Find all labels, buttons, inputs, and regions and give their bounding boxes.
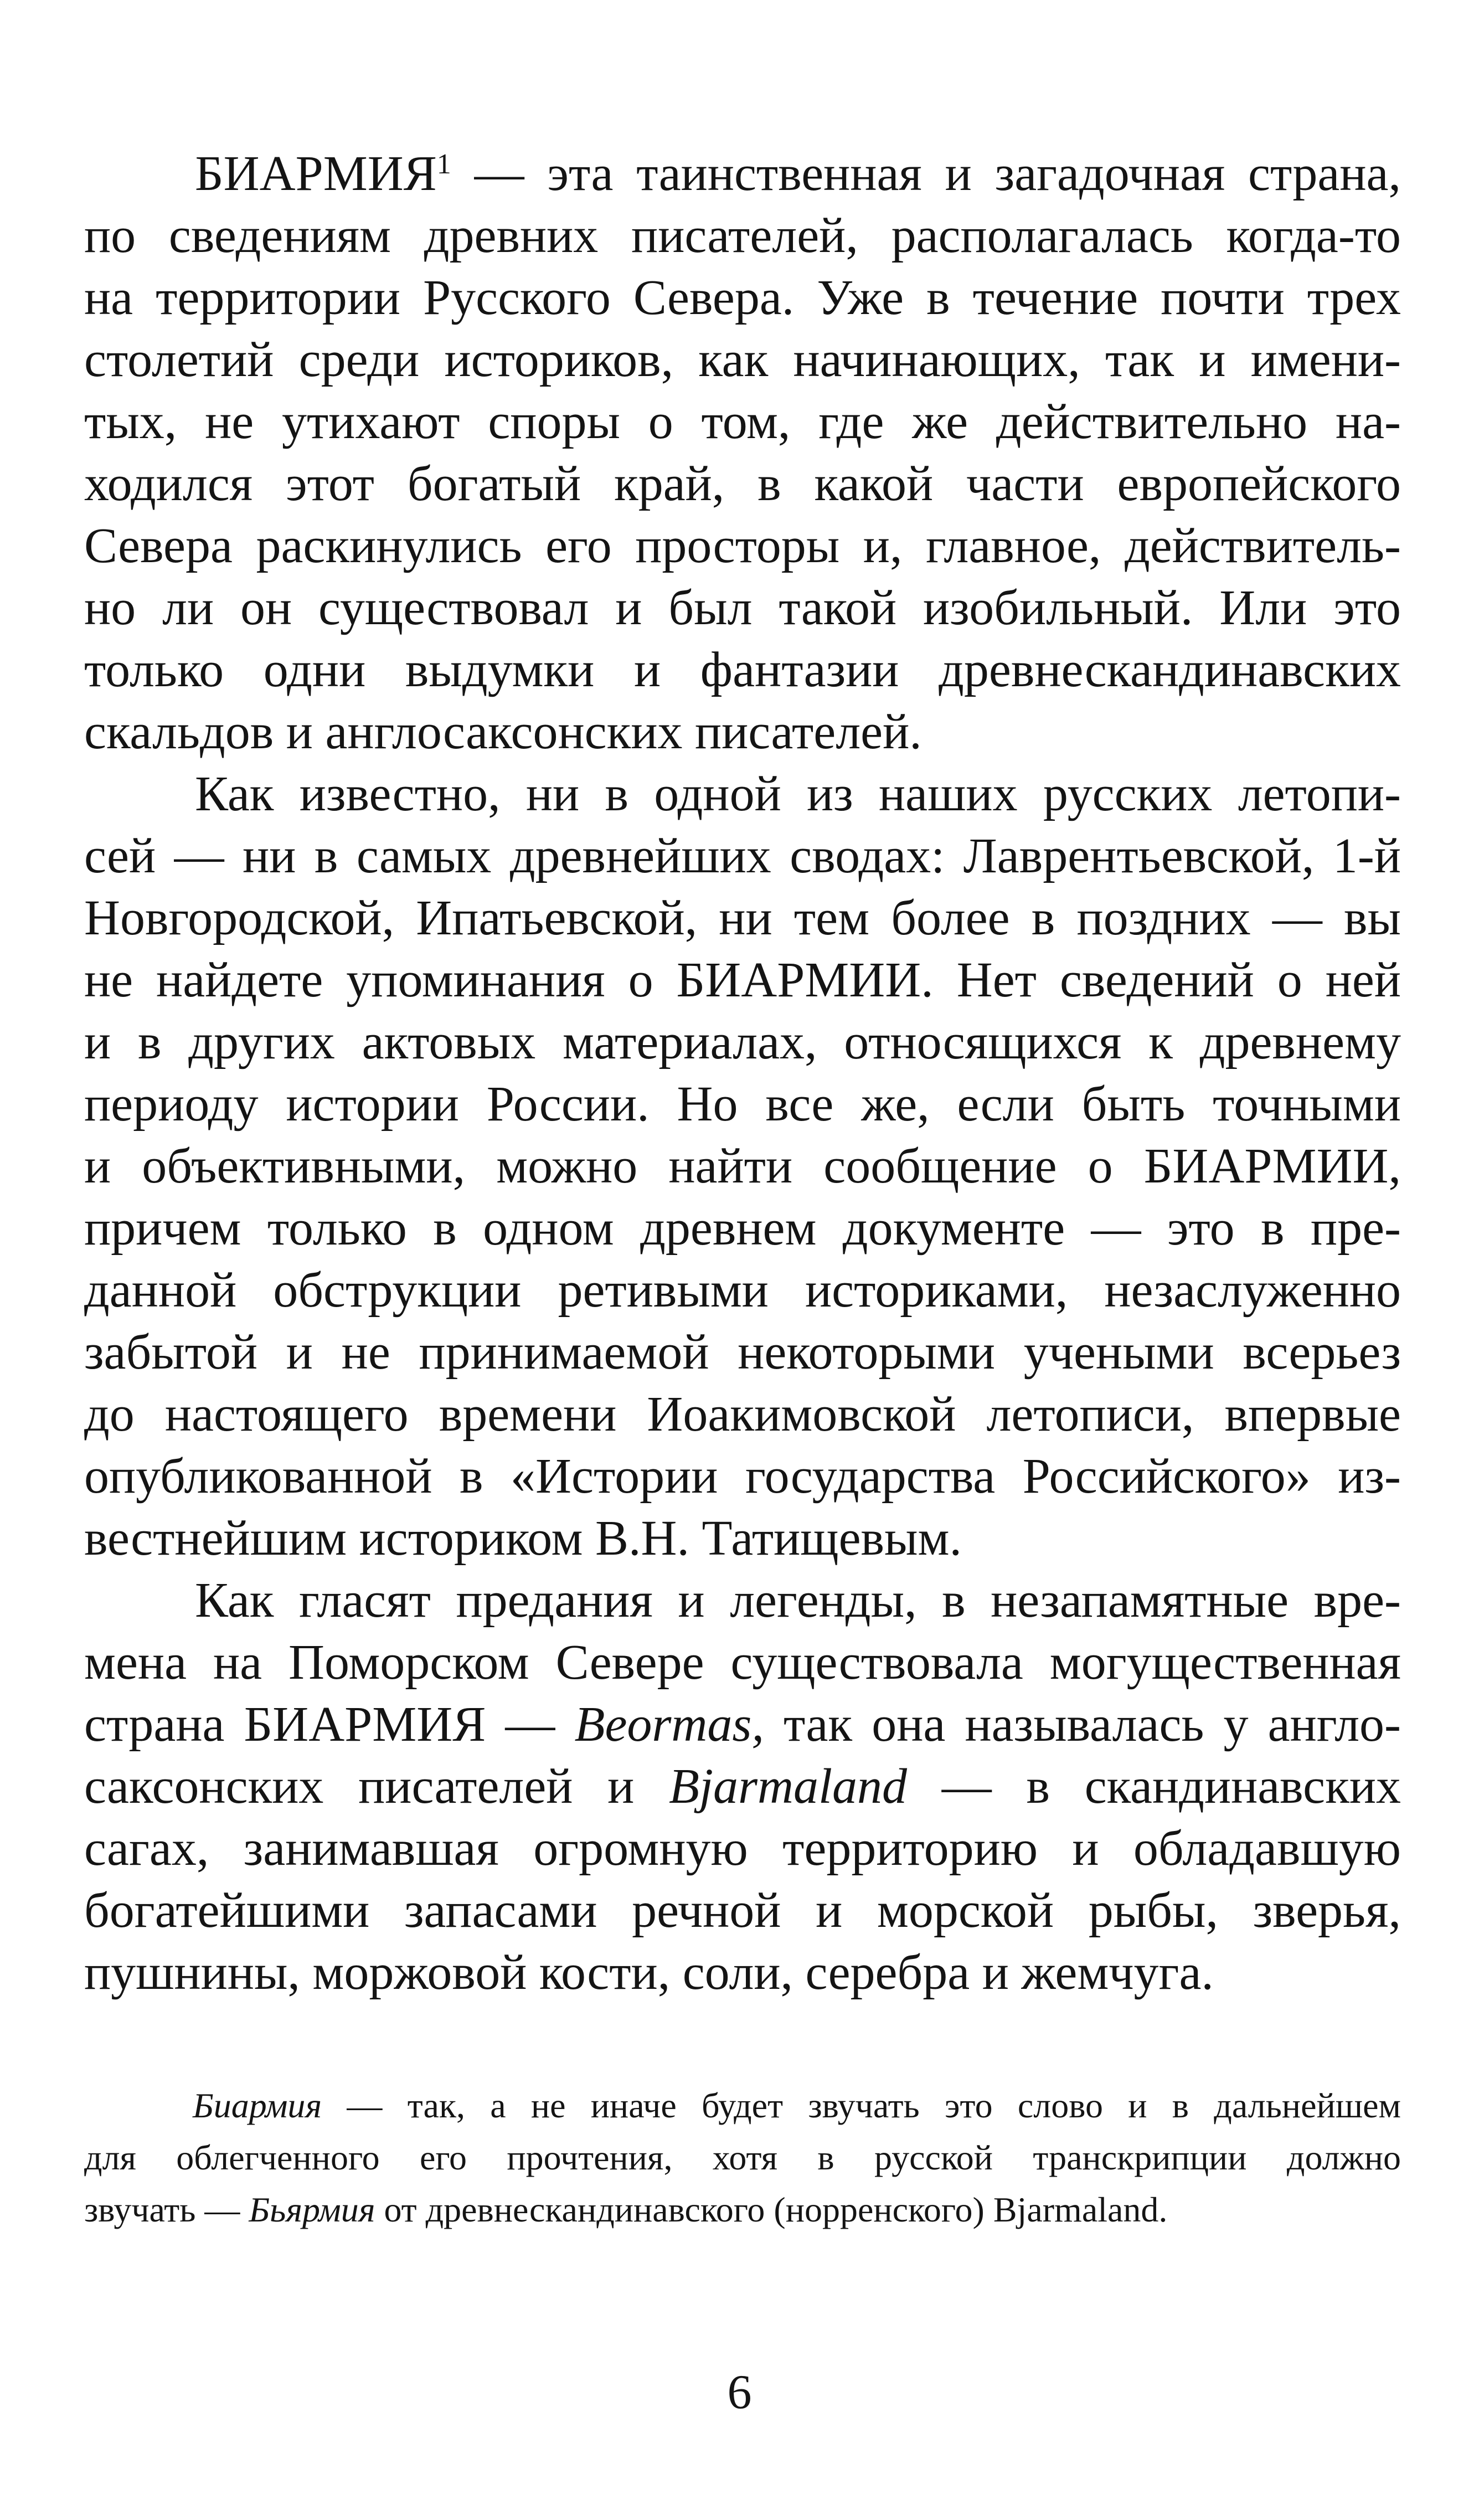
text-line: и в других актовых материалах, относящихся к древнему — [84, 1015, 1401, 1069]
paragraph — [84, 1570, 1401, 2004]
page-number: 6 — [727, 2365, 752, 2419]
text-line: но ли он существовал и был такой изобильный. Или это — [84, 580, 1401, 635]
italic-term: Биармия — [193, 2086, 322, 2125]
text-line: Как известно, ни в одной из наших русских летопи- — [195, 767, 1401, 821]
text-line: сагах, занимавшая огромную территорию и обладавшую — [84, 1821, 1401, 1876]
text-line: по сведениям древних писателей, располагалась когда-то — [84, 208, 1401, 263]
text-line: страна БИАРМИЯ — Beormas, так она называлась у англо- — [84, 1697, 1401, 1752]
text-line: причем только в одном древнем документе — это в пре- — [84, 1201, 1401, 1256]
text-line: ходился этот богатый край, в какой части европейского — [84, 456, 1401, 511]
text-line: на территории Русского Севера. Уже в течение почти трех — [84, 270, 1401, 325]
text-line: Как гласят предания и легенды, в незапамятные вре- — [195, 1573, 1401, 1628]
footnote-line: звучать — Бьярмия от древнескандинавского (норренского) Bjarmaland. — [84, 2190, 1168, 2229]
text-line: Новгородской, Ипатьевской, ни тем более в поздних — вы — [84, 891, 1401, 945]
text-line: пушнины, моржовой кости, соли, серебра и жемчуга. — [84, 1945, 1214, 2000]
text-line: скальдов и англосаксонских писателей. — [84, 704, 922, 759]
footnote-marker: 1 — [436, 148, 451, 180]
paragraph — [84, 143, 1401, 763]
text-line: и объективными, можно найти сообщение о БИАРМИИ, — [84, 1139, 1401, 1194]
footnote — [84, 2080, 1401, 2236]
text-line: не найдете упоминания о БИАРМИИ. Нет сведений о ней — [84, 953, 1401, 1007]
footnote-line: Биармия — так, а не иначе будет звучать это слово и в дальнейшем — [193, 2086, 1401, 2125]
text-line: Севера раскинулись его просторы и, главное, действитель- — [84, 518, 1401, 573]
text-line: забытой и не принимаемой некоторыми учеными всерьез — [84, 1325, 1401, 1380]
italic-term: Бьярмия — [249, 2190, 375, 2229]
footnote-line: для облегченного его прочтения, хотя в русской транскрипции должно — [84, 2138, 1401, 2177]
text-line: периоду истории России. Но все же, если быть точными — [84, 1077, 1401, 1132]
text-line: мена на Поморском Севере существовала могущественная — [84, 1635, 1401, 1690]
italic-term: Beormas, — [574, 1697, 764, 1752]
text-line: только одни выдумки и фантазии древнескандинавских — [84, 642, 1401, 697]
text-line: данной обструкции ретивыми историками, незаслуженно — [84, 1263, 1401, 1318]
text-line: до настоящего времени Иоакимовской летописи, впервые — [84, 1387, 1401, 1442]
paragraph — [84, 763, 1401, 1570]
text-line: богатейшими запасами речной и морской рыбы, зверья, — [84, 1883, 1401, 1938]
text-line: саксонских писателей и Bjarmaland — в скандинавских — [84, 1759, 1401, 1814]
text-line: тых, не утихают споры о том, где же действительно на- — [84, 394, 1401, 449]
text-line: БИАРМИЯ$^1$ — эта таинственная и загадочная страна, — [195, 146, 1401, 201]
main-text — [84, 143, 1401, 2004]
text-line: столетий среди историков, как начинающих, так и имени- — [84, 332, 1401, 387]
italic-term: Bjarmaland — [669, 1759, 908, 1814]
text-line: вестнейшим историком В.Н. Татищевым. — [84, 1511, 962, 1566]
text-line: опубликованной в «Истории государства Российского» из- — [84, 1449, 1401, 1504]
text-line: сей — ни в самых древнейших сводах: Лаврентьевской, 1-й — [84, 829, 1401, 883]
